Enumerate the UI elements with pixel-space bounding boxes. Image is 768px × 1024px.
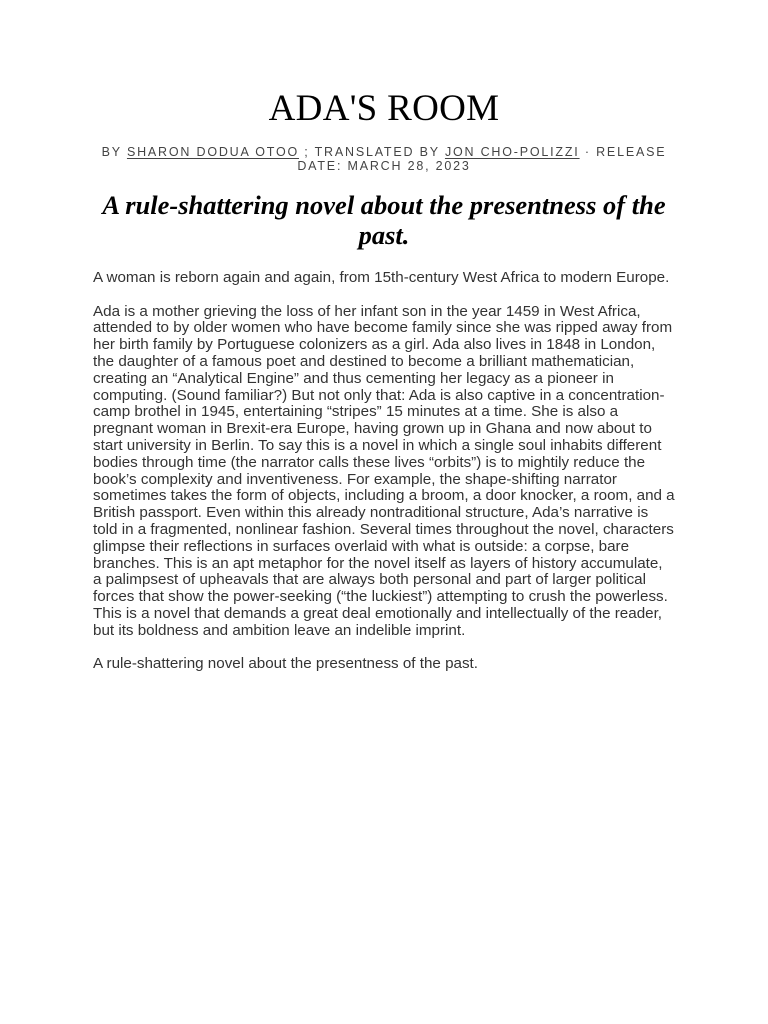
review-body	[93, 270, 675, 673]
review-paragraph-main: Ada is a mother grieving the loss of her infant son in the year 1459 in West Africa, attended to by older women who have become family since she was ripped away from her birth family by Portuguese colonizers as a girl. Ada also lives in 1848 in London, the daughter of a famous poet and destined to become a brilliant mathematician, creating an “Analytical Engine” and thus cementing her legacy as a pioneer in computing. (Sound familiar?) But not only that: Ada is also captive in a concentration-camp brothel in 1945, entertaining “stripes” 15 minutes at a time. She is also a pregnant woman in Brexit-era Europe, having grown up in Ghana and now about to start university in Berlin. To say this is a novel in which a single soul inhabits different bodies through time (the narrator calls these lives “orbits”) is to mightily reduce the book’s complexity and inventiveness. For example, the shape-shifting narrator sometimes takes the form of objects, including a broom, a door knocker, a room, and a British passport. Even within this already nontraditional structure, Ada’s narrative is told in a fragmented, nonlinear fashion. Several times throughout the novel, characters glimpse their reflections in surfaces overlaid with what is outside: a corpse, bare branches. This is an apt metaphor for the novel itself as layers of history accumulate, a palimpsest of upheavals that are always both personal and part of larger political forces that show the power-seeking (“the luckiest”) attempting to crush the powerless. This is a novel that demands a great deal emotionally and intellectually of the reader, but its boldness and ambition leave an indelible imprint.	[93, 302, 675, 639]
author-link[interactable]: SHARON DODUA OTOO	[126, 145, 300, 159]
by-label: BY	[101, 145, 122, 159]
byline	[85, 145, 683, 173]
translated-by-label: ; TRANSLATED BY	[299, 145, 445, 159]
translator-link[interactable]: JON CHO-POLIZZI	[444, 145, 580, 159]
release-date: · RELEASE DATE: MARCH 28, 2023	[297, 145, 667, 173]
review-paragraph-closing: A rule-shattering novel about the presentness of the past.	[93, 655, 478, 673]
review-tagline: A rule-shattering novel about the presentness of the past.	[102, 190, 666, 250]
review-article	[93, 88, 675, 690]
review-paragraph-summary: A woman is reborn again and again, from 15th-century West Africa to modern Europe.	[93, 269, 670, 286]
book-title: ADA'S ROOM	[268, 88, 500, 129]
